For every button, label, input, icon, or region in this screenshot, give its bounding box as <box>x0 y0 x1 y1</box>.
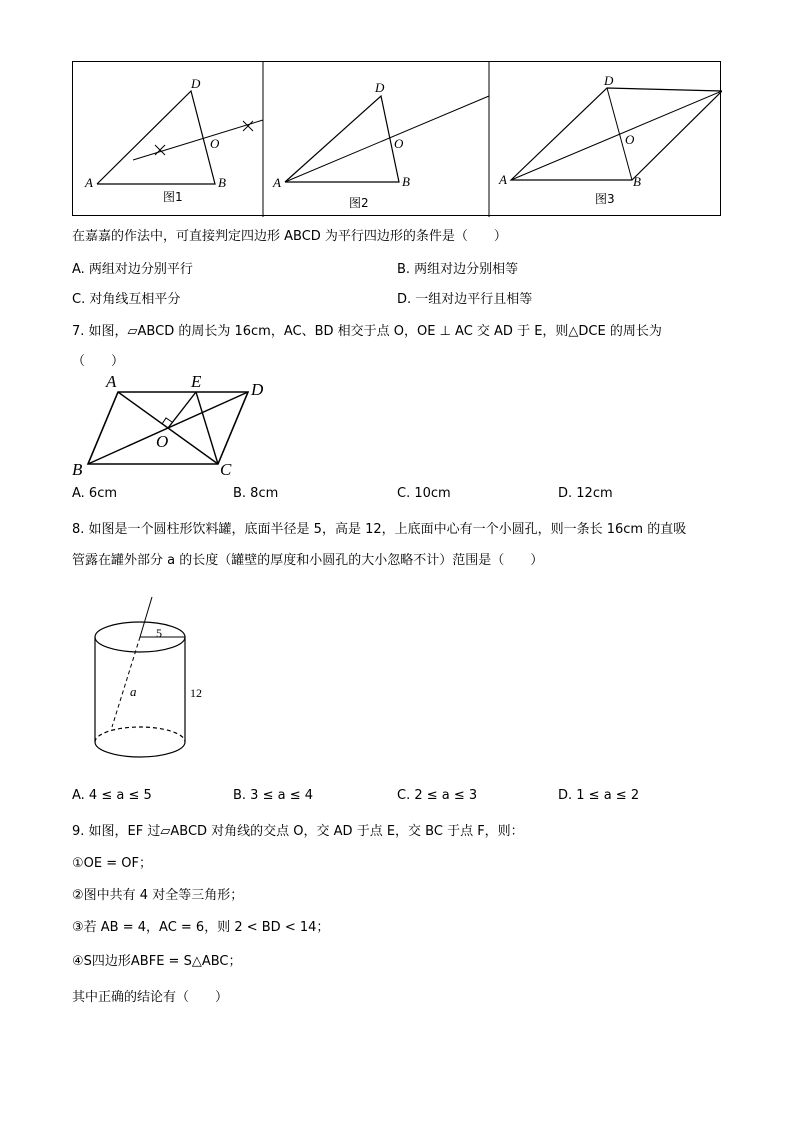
q6-option-a: A. 两组对边分别平行 <box>72 262 193 277</box>
figure-1 <box>97 91 263 184</box>
q7-label-B: B <box>72 460 83 479</box>
figure-3 <box>511 88 722 180</box>
q9-item-2: ②图中共有 4 对全等三角形； <box>72 888 244 903</box>
q6-option-c: C. 对角线互相平分 <box>72 292 181 307</box>
fig1-label-A: A <box>85 175 93 190</box>
q8-label-height: 12 <box>190 686 202 700</box>
q8-label-radius: 5 <box>156 626 162 640</box>
q8-stem-line2: 管露在罐外部分 a 的长度（罐壁的厚度和小圆孔的大小忽略不计）范围是（ ） <box>72 553 544 568</box>
q7-option-d: D. 12cm <box>558 486 613 501</box>
q9-stem: 9. 如图，EF 过▱ABCD 对角线的交点 O，交 AD 于点 E，交 BC 于点 F，则： <box>72 824 524 839</box>
q7-label-O: O <box>156 432 169 451</box>
q6-stem: 在嘉嘉的作法中，可直接判定四边形 ABCD 为平行四边形的条件是（ ） <box>72 229 507 244</box>
figure-2 <box>285 96 489 182</box>
q7-label-D: D <box>251 380 264 399</box>
fig1-caption: 图1 <box>163 190 183 204</box>
q7-figure-svg <box>70 372 270 482</box>
fig3-label-O: O <box>625 132 635 147</box>
q8-option-a: A. 4 ≤ a ≤ 5 <box>72 788 152 803</box>
q7-label-E: E <box>191 372 202 391</box>
q7-parallelogram-figure <box>70 372 270 482</box>
q8-option-d: D. 1 ≤ a ≤ 2 <box>558 788 640 803</box>
fig1-label-D: D <box>191 76 201 91</box>
q7-option-a: A. 6cm <box>72 486 118 501</box>
construction-figures-panel <box>72 61 721 216</box>
q8-stem-line1: 8. 如图是一个圆柱形饮料罐，底面半径是 5，高是 12，上底面中心有一个小圆孔，则一条长 16cm 的直吸 <box>72 522 687 537</box>
fig3-label-A: A <box>499 172 507 187</box>
q7-stem-line2: （ ） <box>72 354 125 369</box>
q9-item-3: ③若 AB = 4，AC = 6，则 2 < BD < 14； <box>72 920 330 935</box>
fig2-label-D: D <box>375 80 385 95</box>
fig1-label-B: B <box>218 175 226 190</box>
q8-label-a: a <box>130 684 137 699</box>
fig2-label-A: A <box>273 175 281 190</box>
fig2-label-O: O <box>394 136 404 151</box>
q8-option-c: C. 2 ≤ a ≤ 3 <box>397 788 478 803</box>
fig3-label-D: D <box>604 73 614 88</box>
q9-item-1: ①OE = OF； <box>72 856 152 871</box>
q7-option-c: C. 10cm <box>397 486 451 501</box>
q7-stem-line1: 7. 如图，▱ABCD 的周长为 16cm，AC、BD 相交于点 O，OE ⊥ AC 交 AD 于 E，则△DCE 的周长为 <box>72 324 662 339</box>
q7-label-A: A <box>106 372 117 391</box>
q6-option-b: B. 两组对边分别相等 <box>397 262 519 277</box>
q8-cylinder-figure <box>90 592 220 762</box>
q8-option-b: B. 3 ≤ a ≤ 4 <box>233 788 314 803</box>
q7-option-b: B. 8cm <box>233 486 279 501</box>
q9-item-4: ④S四边形ABFE = S△ABC； <box>72 954 242 969</box>
q8-figure-svg <box>90 592 220 762</box>
fig2-label-B: B <box>402 174 410 189</box>
q7-label-C: C <box>220 460 232 479</box>
q6-option-d: D. 一组对边平行且相等 <box>397 292 533 307</box>
q9-closing: 其中正确的结论有（ ） <box>72 990 229 1005</box>
fig1-label-O: O <box>210 136 220 151</box>
fig2-caption: 图2 <box>349 196 369 210</box>
fig3-label-B: B <box>633 174 641 189</box>
fig3-caption: 图3 <box>595 192 615 206</box>
